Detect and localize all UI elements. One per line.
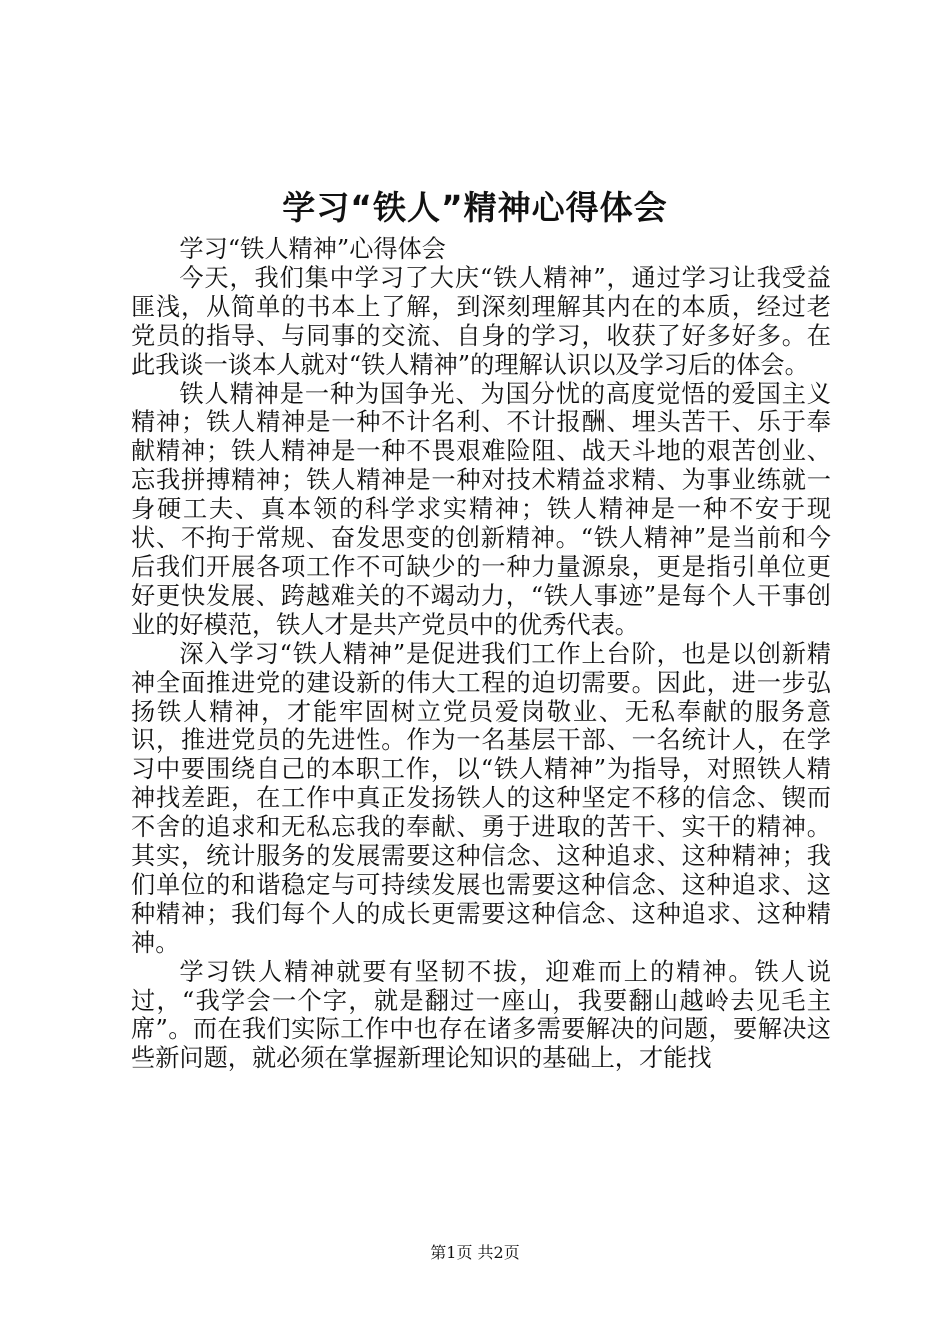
body-paragraph: 学习铁人精神就要有坚韧不拔，迎难而上的精神。铁人说过，“我学会一个字，就是翻过一座山，我要翻山越岭去见毛主席”。而在我们实际工作中也存在诸多需要解决的问题，要解决这些新问题，就必须在掌握新理论知识的基础上，才能找 — [131, 957, 831, 1073]
document-title: 学习“铁人”精神心得体会 — [282, 188, 668, 227]
body-paragraph: 铁人精神是一种为国争光、为国分忧的高度觉悟的爱国主义精神；铁人精神是一种不计名利、不计报酬、埋头苦干、乐于奉献精神；铁人精神是一种不畏艰难险阻、战天斗地的艰苦创业、忘我拼搏精神；铁人精神是一种对技术精益求精、为事业练就一身硬工夫、真本领的科学求实精神；铁人精神是一种不安于现状、不拘于常规、奋发思变的创新精神。“铁人精神”是当前和今后我们开展各项工作不可缺少的一种力量源泉，更是指引单位更好更快发展、跨越难关的不竭动力，“铁人事迹”是每个人干事创业的好模范，铁人才是共产党员中的优秀代表。 — [131, 379, 831, 639]
page-footer: 第1页 共2页 — [430, 1243, 520, 1262]
document-body — [131, 235, 831, 1073]
body-paragraph: 深入学习“铁人精神”是促进我们工作上台阶，也是以创新精神全面推进党的建设新的伟大工程的迫切需要。因此，进一步弘扬铁人精神，才能牢固树立党员爱岗敬业、无私奉献的服务意识，推进党员的先进性。作为一名基层干部、一名统计人，在学习中要围绕自己的本职工作，以“铁人精神”为指导，对照铁人精神找差距，在工作中真正发扬铁人的这种坚定不移的信念、锲而不舍的追求和无私忘我的奉献、勇于进取的苦干、实干的精神。其实，统计服务的发展需要这种信念、这种追求、这种精神；我们单位的和谐稳定与可持续发展也需要这种信念、这种追求、这种精神；我们每个人的成长更需要这种信念、这种追求、这种精神。 — [131, 639, 831, 957]
subtitle-paragraph: 学习“铁人精神”心得体会 — [179, 235, 446, 263]
body-paragraph: 今天，我们集中学习了大庆“铁人精神”，通过学习让我受益匪浅，从简单的书本上了解，到深刻理解其内在的本质，经过老党员的指导、与同事的交流、自身的学习，收获了好多好多。在此我谈一谈本人就对“铁人精神”的理解认识以及学习后的体会。 — [131, 263, 831, 379]
